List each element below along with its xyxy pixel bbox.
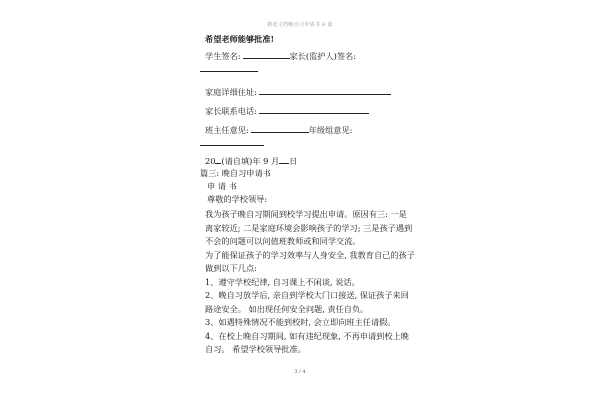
date-suffix: 日 <box>289 156 298 166</box>
grade-opinion-blank <box>200 137 264 146</box>
phone-line <box>200 105 415 116</box>
opinion-line <box>200 124 415 135</box>
list-item: 4、在校上晚自习期间, 如有违纪现象, 不再申请到校上晚自习。 希望学校领导批准。 <box>205 330 409 354</box>
section-title: 篇三: 晚自习申请书 <box>200 168 271 178</box>
student-sign-label: 学生签名: <box>205 51 241 61</box>
parent-sign-label: 家长(监护人)签名: <box>289 51 356 61</box>
date-line <box>200 155 415 166</box>
document-body <box>200 34 415 357</box>
address-blank <box>259 86 391 95</box>
paragraph-reasons: 我为孩子晚自习期间到校学习提出申请。原因有三: 一是离家较近; 二是家庭环境会影响孩子的学习; 三是孩子遇到不会的问题可以问值班教师或和同学交流。 <box>205 209 413 246</box>
phone-blank <box>259 105 369 114</box>
address-label: 家庭详细住址: <box>205 87 257 97</box>
list-item: 2、晚自习放学后, 亲自到学校大门口接送, 保证孩子来回路途安全。 如出现任何安全问题, 责任自负。 <box>205 290 409 314</box>
opinion-continuation <box>200 137 415 148</box>
page-header: 精选文档晚自习申请书 6 篇 <box>267 22 333 28</box>
paragraph-commitment: 为了能保证孩子的学习效率与人身安全, 我教育自己的孩子做到以下几点: <box>205 249 415 273</box>
teacher-opinion-blank <box>251 124 309 133</box>
hope-line: 希望老师能够批准! <box>205 34 275 44</box>
phone-label: 家长联系电话: <box>205 106 257 116</box>
signature-line <box>200 50 415 61</box>
doc-title: 申 请 书 <box>207 181 237 191</box>
teacher-opinion-label: 班主任意见: <box>205 125 249 135</box>
parent-sign-blank <box>200 63 258 72</box>
student-sign-blank <box>243 50 290 59</box>
date-day-blank <box>279 155 289 164</box>
date-fill: (请自填)年 9 月 <box>221 156 280 166</box>
date-prefix: 20 <box>205 156 216 166</box>
list-item: 3、如遇特殊情况不能到校时, 会立即向班主任请假。 <box>205 317 396 327</box>
page-number: 3 / 4 <box>294 369 306 375</box>
address-line <box>200 86 415 97</box>
grade-opinion-label: 年级组意见: <box>308 125 353 135</box>
salutation: 尊敬的学校领导: <box>207 194 268 204</box>
list-item: 1、遵守学校纪律, 自习课上不闲谈, 说话。 <box>205 276 360 287</box>
signature-continuation <box>200 63 415 74</box>
